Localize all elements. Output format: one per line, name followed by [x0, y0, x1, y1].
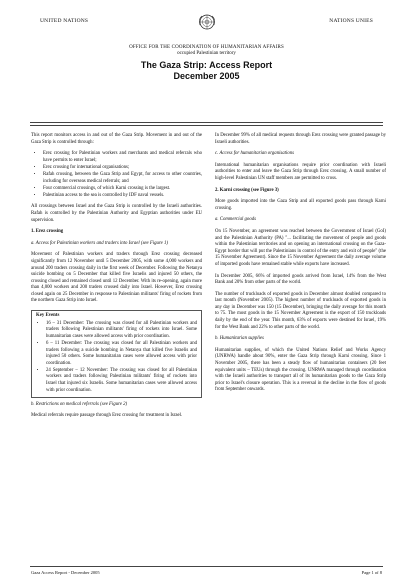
- list-item: • Erez crossing for international organisations;: [43, 165, 202, 172]
- medical-paragraph: Medical referrals require passage through Erez crossing for treatment in Israel.: [31, 413, 183, 419]
- territory-name: occupied Palestinian territory: [177, 51, 236, 56]
- subheading-workers: a. Access for Palestinian workers and traders into Israel (see Figure 1): [31, 240, 168, 246]
- report-date: December 2005: [173, 71, 240, 81]
- workers-paragraph: Movement of Palestinian workers and traders through Erez crossing decreased significantly from 12 November until 5 December 2005, with some 4,000 workers and around 200 traders crossing daily in the first week of December. Following the Netanya suicide bombing on 5 December that killed five Israelis and injured 50 others, the crossing closed and remained closed until 12 December. With its re-opening, again more than 4,000 workers and 200 traders crossed daily into Israel. However, Erez crossing closed again on 25 December in response to Palestinian militants' firing of rockets from the northern Gaza Strip into Israel.: [31, 252, 202, 304]
- subheading-supplies: b. Humanitarian supplies: [215, 336, 264, 342]
- office-name: OFFICE FOR THE COORDINATION OF HUMANITARIAN AFFAIRS: [129, 45, 284, 50]
- subheading-medical: b. Restrictions on medical referrals (see Figure 2): [31, 401, 128, 407]
- karni-paragraph: More goods imported into the Gaza Strip and all exported goods pass through Karni crossing.: [215, 199, 386, 211]
- list-item: • Erez crossing for Palestinian workers and merchants and medical referrals who have permits to enter Israel;: [43, 151, 202, 164]
- imports-paragraph: In December 2005, 66% of imported goods arrived from Israel, 14% from the West Bank and 20% from other parts of the world.: [215, 273, 386, 286]
- section-heading-erez: 1. Erez crossing: [31, 229, 64, 235]
- list-item: • Four commercial crossings, of which Karni crossing is the largest.: [43, 186, 202, 193]
- medical-stats-paragraph: In December 99% of all medical requests through Erez crossing were granted passage by Israeli authorities.: [215, 133, 386, 145]
- truckloads-paragraph: The number of truckloads of exported goods in December almost doubled compared to last month (November 2005). The highest number of truckloads of exported goods in any day in December was 150 (15 December), bringing the daily average for this month to 75. The most goods in the 15 November Agreement is the export of 150 truckloads daily by the end of the year. This month, 63% of exports were destined for Israel, 19% for the West Bank and 22% to other parts of the world.: [215, 291, 386, 330]
- key-event-item: • 24 September – 12 November: The crossing was closed for all Palestinian workers and traders following Palestinian militants' firing of rockets into Israel that injured six Israelis. Some humanitarian cases were allowed access with prior coordination.: [46, 368, 197, 394]
- commercial-paragraph: On 15 November, an agreement was reached between the Government of Israel (GoI) and the Palestinian Authority (PA) "... facilitating the movement of people and goods within the Palestinian territories and on opening an international crossing on the Gaza-Egypt border that will put the Palestinians in control of the entry and exit of people" (the 15 November Agreement). Since the 15 November Agreement the daily average volume of imported goods have remained stable while exports have increased.: [215, 228, 386, 267]
- list-item: • Rafah crossing, between the Gaza Strip and Egypt, for access to other countries, including for overseas medical referrals; and: [43, 172, 202, 185]
- key-event-item: • 6 – 11 December: The crossing was closed for all Palestinian workers and traders following a suicide bombing in Netanya that killed five Israelis and injured 50 others. Some humanitarian cases were allowed access with prior coordination.: [46, 341, 197, 367]
- subheading-commercial: a. Commercial goods: [215, 217, 256, 223]
- footer-report-name: Gaza Access Report - December 2005: [31, 570, 100, 575]
- key-event-item: • 16 – 31 December: The crossing was closed for all Palestinian workers and traders following Palestinian militants' firing of rockets into Israel. Some humanitarian cases were allowed access with prior coordination.: [46, 321, 197, 341]
- list-item: • Palestinian access to the sea is controlled by IDF naval vessels.: [43, 193, 202, 200]
- supplies-paragraph: Humanitarian supplies, of which the United Nations Relief and Works Agency (UNRWA) handle about 90%, enter the Gaza Strip through Karni crossing. Since 1 November 2005, there has been a steady flow of humanitarian containers (20 feet equivalent units – TEUs) through the crossing. UNRWA managed through coordination with the Israeli authorities to transport all of its humanitarian goods to the Gaza Strip prior to Israel's closure operation. This is a reversal in the decline in the flow of goods from September onwards.: [215, 347, 386, 393]
- report-title: The Gaza Strip: Access Report: [140, 60, 273, 70]
- section-heading-karni: 2. Karni crossing (see Figure 3): [215, 187, 279, 193]
- humanitarian-paragraph: International humanitarian organisations require prior coordination with Israeli authorities to enter and leave the Gaza Strip through Erez crossing. A small number of high-level Palestinian UN staff members are permitted to cross.: [215, 162, 386, 181]
- key-events-title: Key Events: [36, 313, 60, 319]
- title-rule-top: [30, 122, 383, 123]
- left-column: [31, 133, 202, 425]
- control-paragraph: All crossings between Israel and the Gaza Strip is controlled by the Israeli authorities. Rafah is controlled by the Palestinian Authority and Egyptian authorities under EU supervision.: [31, 204, 202, 223]
- footer-page-number: Page 1 of 8: [361, 570, 382, 575]
- footer-rule: [30, 566, 383, 567]
- right-column: [215, 133, 386, 399]
- subheading-humanitarian: c. Access for humanitarian organisations: [215, 151, 295, 157]
- intro-paragraph: This report monitors access in and out of the Gaza Strip. Movement in and out of the Gaza Strip is controlled through:: [31, 133, 202, 145]
- un-emblem-icon: [197, 13, 217, 33]
- key-events-list: [36, 321, 197, 395]
- org-name-right: NATIONS UNIES: [329, 18, 373, 24]
- title-rule-bottom: [30, 125, 383, 126]
- crossings-list: [31, 151, 202, 199]
- key-events-box: [31, 310, 202, 398]
- org-name-left: UNITED NATIONS: [40, 18, 89, 24]
